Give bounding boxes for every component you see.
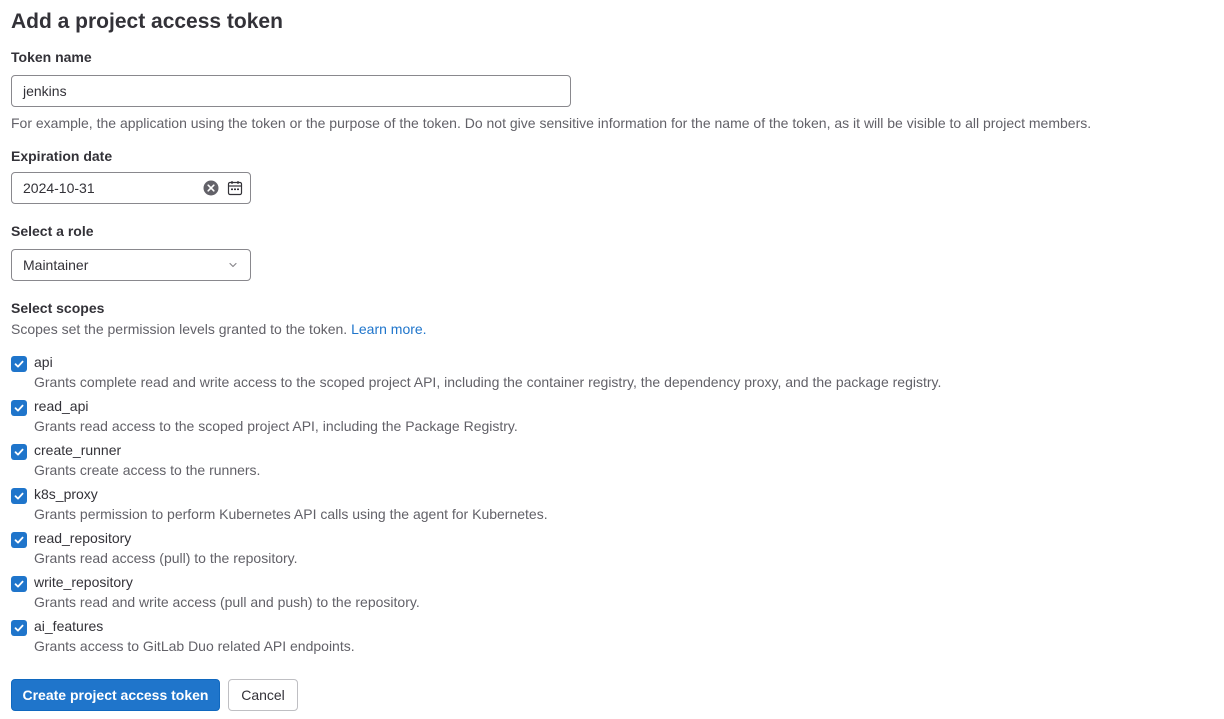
- scope-checkbox-create-runner[interactable]: [11, 444, 27, 460]
- scope-name[interactable]: read_api: [34, 398, 89, 414]
- checkmark-icon: [13, 490, 25, 502]
- scope-name[interactable]: write_repository: [34, 574, 133, 590]
- scope-name[interactable]: api: [34, 354, 53, 370]
- checkmark-icon: [13, 402, 25, 414]
- chevron-down-icon: [227, 259, 239, 271]
- scope-name[interactable]: ai_features: [34, 618, 104, 634]
- scope-name[interactable]: k8s_proxy: [34, 486, 98, 502]
- token-name-label: Token name: [11, 49, 92, 65]
- token-name-value: jenkins: [23, 83, 67, 99]
- token-name-input[interactable]: [11, 75, 571, 107]
- scope-checkbox-k8s-proxy[interactable]: [11, 488, 27, 504]
- scope-checkbox-ai-features[interactable]: [11, 620, 27, 636]
- role-label: Select a role: [11, 223, 94, 239]
- scope-description: Grants read access (pull) to the repository.: [34, 550, 298, 566]
- calendar-icon[interactable]: [227, 180, 243, 196]
- scope-description: Grants complete read and write access to the scoped project API, including the container registry, the dependency proxy, and the package registry.: [34, 374, 942, 390]
- cancel-button[interactable]: Cancel: [228, 679, 298, 711]
- scope-description: Grants permission to perform Kubernetes API calls using the agent for Kubernetes.: [34, 506, 548, 522]
- scope-checkbox-read-repository[interactable]: [11, 532, 27, 548]
- checkmark-icon: [13, 446, 25, 458]
- clear-icon[interactable]: [203, 180, 219, 196]
- scope-name[interactable]: read_repository: [34, 530, 132, 546]
- scopes-label: Select scopes: [11, 300, 105, 316]
- checkmark-icon: [13, 534, 25, 546]
- scope-description: Grants read and write access (pull and push) to the repository.: [34, 594, 420, 610]
- scopes-help-text: Scopes set the permission levels granted to the token.: [11, 321, 348, 337]
- scope-description: Grants create access to the runners.: [34, 462, 261, 478]
- learn-more-link[interactable]: Learn more.: [351, 321, 427, 337]
- expiration-date-label: Expiration date: [11, 148, 113, 164]
- checkmark-icon: [13, 578, 25, 590]
- checkmark-icon: [13, 358, 25, 370]
- page-title: Add a project access token: [11, 10, 283, 33]
- scope-checkbox-write-repository[interactable]: [11, 576, 27, 592]
- role-select[interactable]: [11, 249, 251, 281]
- create-token-button[interactable]: Create project access token: [11, 679, 220, 711]
- expiration-date-value: 2024-10-31: [23, 180, 95, 196]
- scope-name[interactable]: create_runner: [34, 442, 122, 458]
- token-name-help: For example, the application using the token or the purpose of the token. Do not give sensitive information for the name of the token, as it will be visible to all project members.: [11, 115, 1092, 131]
- scope-description: Grants read access to the scoped project API, including the Package Registry.: [34, 418, 518, 434]
- scope-checkbox-read-api[interactable]: [11, 400, 27, 416]
- scope-checkbox-api[interactable]: [11, 356, 27, 372]
- scopes-help: [11, 321, 427, 337]
- scope-description: Grants access to GitLab Duo related API endpoints.: [34, 638, 355, 654]
- role-selected-value: Maintainer: [23, 257, 89, 273]
- checkmark-icon: [13, 622, 25, 634]
